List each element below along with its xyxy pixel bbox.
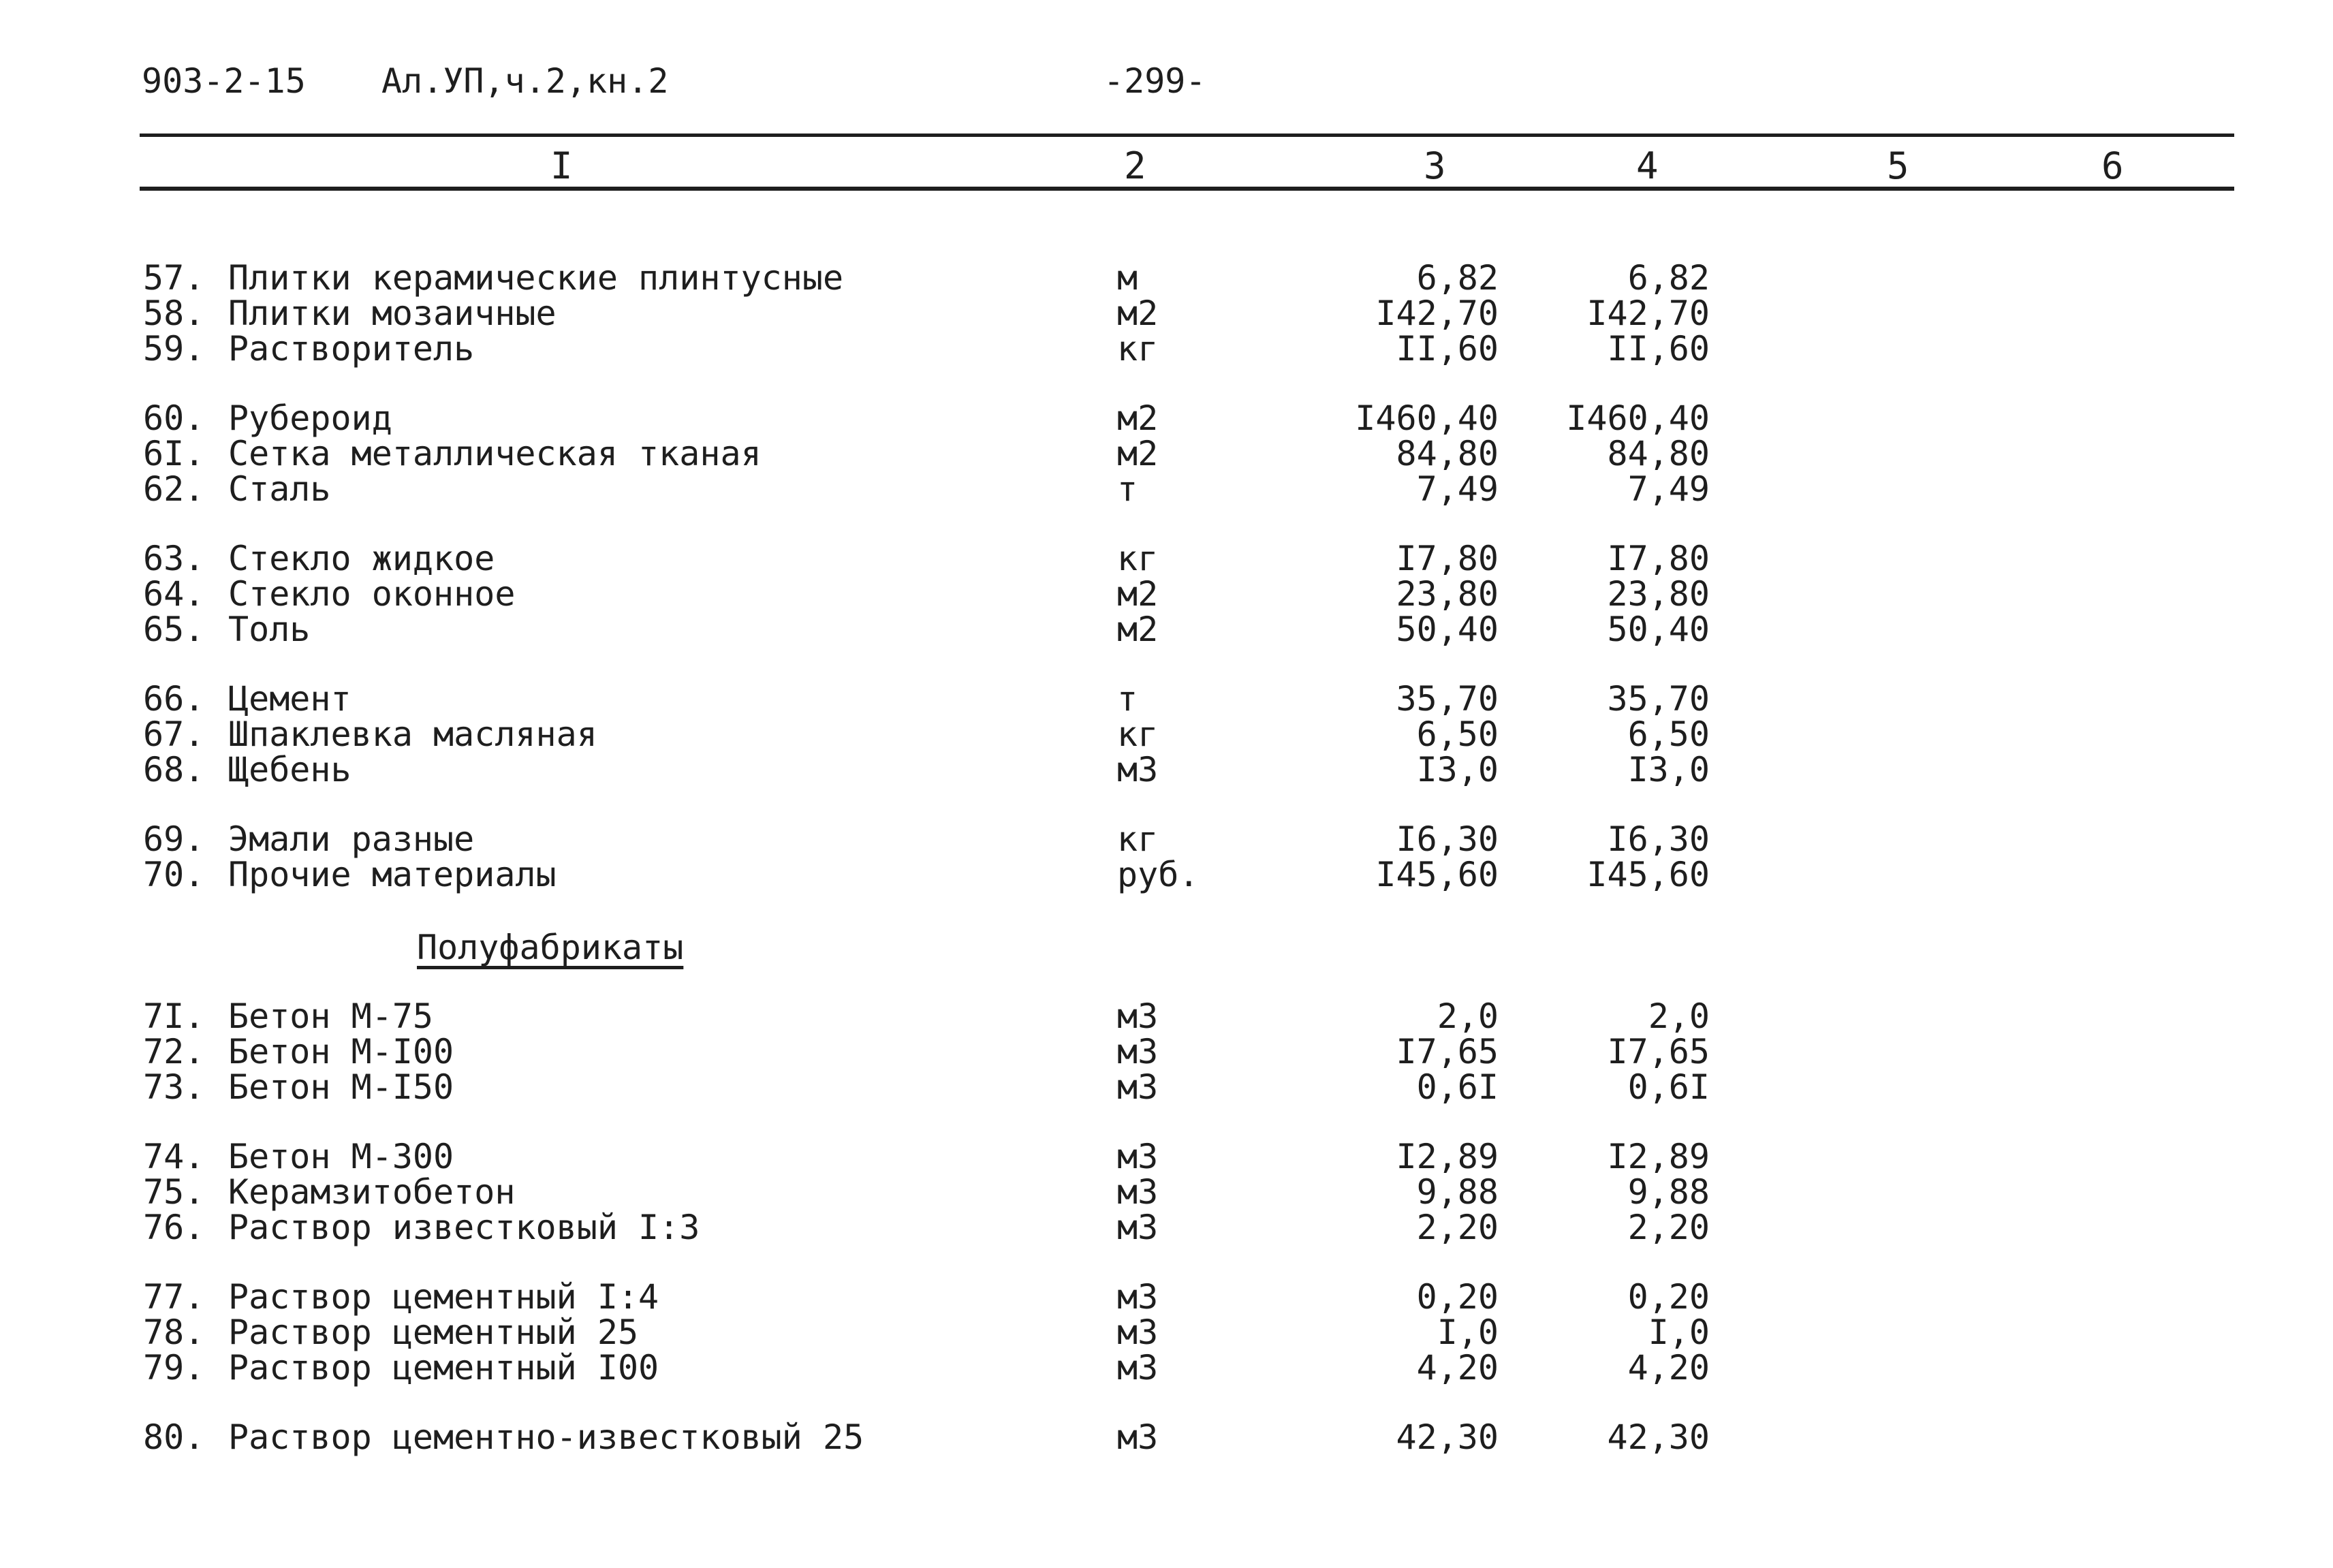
row-number: 79. [143,1348,205,1387]
unit-of-measure: кг [1117,715,1159,754]
material-name: Бетон М-I00 [228,1032,454,1071]
quantity-column-3: 0,6I [1416,1067,1499,1107]
unit-of-measure: кг [1117,539,1159,578]
table-row [0,1174,2333,1210]
quantity-column-3: 4,20 [1416,1348,1499,1387]
quantity-column-3: 6,50 [1416,715,1499,754]
quantity-column-4: I460,40 [1566,398,1710,438]
table-row [0,1139,2333,1174]
unit-of-measure: м2 [1117,398,1159,438]
table-row [0,612,2333,647]
table-row [0,681,2333,717]
row-number: 59. [143,329,205,369]
unit-of-measure: м3 [1117,1417,1159,1457]
quantity-column-4: I45,60 [1586,855,1710,894]
material-name: Плитки мозаичные [228,294,557,333]
quantity-column-4: 23,80 [1607,574,1710,614]
material-name: Плитки керамические плинтусные [228,258,844,298]
quantity-column-4: 2,20 [1627,1208,1710,1247]
unit-of-measure: м3 [1117,1313,1159,1352]
row-number: 75. [143,1172,205,1212]
quantity-column-3: II,60 [1396,329,1499,369]
table-row [0,857,2333,892]
row-number: 60. [143,398,205,438]
row-number: 80. [143,1417,205,1457]
quantity-column-4: I7,65 [1607,1032,1710,1071]
material-name: Прочие материалы [228,855,557,894]
quantity-column-4: 7,49 [1627,469,1710,509]
table-row [0,329,2333,369]
row-number: 6I. [143,434,205,473]
table-row [0,436,2333,471]
unit-of-measure: м3 [1117,1032,1159,1071]
column-number-6: 6 [2101,144,2124,187]
quantity-column-3: 0,20 [1416,1277,1499,1317]
quantity-column-3: I3,0 [1416,750,1499,789]
row-number: 7I. [143,997,205,1036]
section-title: Полуфабрикаты [417,928,684,967]
table-row [0,1069,2333,1105]
table-row [0,1279,2333,1315]
material-name: Шпаклевка масляная [228,715,597,754]
row-number: 64. [143,574,205,614]
unit-of-measure: м2 [1117,574,1159,614]
unit-of-measure: м3 [1117,1067,1159,1107]
row-number: 66. [143,679,205,719]
quantity-column-4: 42,30 [1607,1417,1710,1457]
unit-of-measure: м3 [1117,1137,1159,1176]
quantity-column-3: I2,89 [1396,1137,1499,1176]
row-number: 74. [143,1137,205,1176]
column-number-5: 5 [1887,144,1909,187]
quantity-column-4: I2,89 [1607,1137,1710,1176]
quantity-column-3: I45,60 [1375,855,1499,894]
material-name: Эмали разные [228,819,475,859]
column-number-2: 2 [1124,144,1146,187]
quantity-column-3: 50,40 [1396,610,1499,649]
quantity-column-4: I6,30 [1607,819,1710,859]
table-row [0,1350,2333,1385]
material-name: Щебень [228,750,351,789]
quantity-column-3: I7,65 [1396,1032,1499,1071]
header-bottom-rule [140,187,2234,191]
row-number: 62. [143,469,205,509]
table-row [0,1417,2333,1457]
quantity-column-4: 9,88 [1627,1172,1710,1212]
quantity-column-3: 35,70 [1396,679,1499,719]
column-number-4: 4 [1636,144,1659,187]
unit-of-measure: кг [1117,329,1159,369]
quantity-column-4: 50,40 [1607,610,1710,649]
quantity-column-4: 0,6I [1627,1067,1710,1107]
quantity-column-3: I,0 [1437,1313,1499,1352]
row-number: 67. [143,715,205,754]
row-number: 76. [143,1208,205,1247]
quantity-column-4: 4,20 [1627,1348,1710,1387]
material-name: Стекло жидкое [228,539,495,578]
material-name: Бетон М-300 [228,1137,454,1176]
unit-of-measure: т [1117,679,1138,719]
row-number: 58. [143,294,205,333]
unit-of-measure: м2 [1117,294,1159,333]
row-number: 77. [143,1277,205,1317]
material-name: Толь [228,610,311,649]
material-name: Раствор цементный 25 [228,1313,639,1352]
quantity-column-4: 84,80 [1607,434,1710,473]
quantity-column-3: I7,80 [1396,539,1499,578]
quantity-column-4: 6,82 [1627,258,1710,298]
quantity-column-4: 6,50 [1627,715,1710,754]
table-row [0,1034,2333,1069]
quantity-column-4: I7,80 [1607,539,1710,578]
unit-of-measure: м2 [1117,610,1159,649]
row-number: 72. [143,1032,205,1071]
material-name: Бетон М-I50 [228,1067,454,1107]
quantity-column-3: 9,88 [1416,1172,1499,1212]
table-row [0,576,2333,612]
table-row [0,821,2333,857]
table-row [0,296,2333,331]
unit-of-measure: м3 [1117,997,1159,1036]
table-row [0,717,2333,752]
quantity-column-3: 6,82 [1416,258,1499,298]
table-row [0,999,2333,1034]
material-name: Раствор известковый I:3 [228,1208,700,1247]
material-name: Раствор цементно-известковый 25 [228,1417,864,1457]
unit-of-measure: м3 [1117,750,1159,789]
material-name: Керамзитобетон [228,1172,516,1212]
quantity-column-4: I3,0 [1627,750,1710,789]
material-name: Раствор цементный I00 [228,1348,659,1387]
unit-of-measure: м2 [1117,434,1159,473]
unit-of-measure: кг [1117,819,1159,859]
table-row [0,471,2333,507]
unit-of-measure: т [1117,469,1138,509]
column-number-1: I [550,144,573,187]
unit-of-measure: м3 [1117,1277,1159,1317]
row-number: 57. [143,258,205,298]
table-row [0,1210,2333,1245]
quantity-column-3: 42,30 [1396,1417,1499,1457]
material-name: Цемент [228,679,351,719]
material-name: Растворитель [228,329,475,369]
doc-code: 903-2-15 [142,61,306,101]
quantity-column-3: 2,20 [1416,1208,1499,1247]
table-row [0,1315,2333,1350]
quantity-column-4: I42,70 [1586,294,1710,333]
table-row [0,752,2333,787]
table-row [0,398,2333,438]
quantity-column-3: 7,49 [1416,469,1499,509]
material-name: Раствор цементный I:4 [228,1277,659,1317]
table-row [0,260,2333,296]
quantity-column-4: 35,70 [1607,679,1710,719]
row-number: 69. [143,819,205,859]
unit-of-measure: руб. [1117,855,1200,894]
quantity-column-4: II,60 [1607,329,1710,369]
unit-of-measure: м3 [1117,1348,1159,1387]
quantity-column-3: 84,80 [1396,434,1499,473]
quantity-column-3: I6,30 [1396,819,1499,859]
quantity-column-3: 23,80 [1396,574,1499,614]
row-number: 78. [143,1313,205,1352]
row-number: 65. [143,610,205,649]
unit-of-measure: м [1117,258,1138,298]
quantity-column-4: 0,20 [1627,1277,1710,1317]
quantity-column-4: 2,0 [1648,997,1710,1036]
table-row [0,541,2333,576]
quantity-column-3: I460,40 [1355,398,1499,438]
quantity-column-3: I42,70 [1375,294,1499,333]
row-number: 68. [143,750,205,789]
row-number: 73. [143,1067,205,1107]
page-number: -299- [1103,61,1206,101]
material-name: Сталь [228,469,331,509]
quantity-column-3: 2,0 [1437,997,1499,1036]
material-name: Сетка металлическая тканая [228,434,762,473]
row-number: 70. [143,855,205,894]
row-number: 63. [143,539,205,578]
unit-of-measure: м3 [1117,1208,1159,1247]
material-name: Стекло оконное [228,574,516,614]
column-number-3: 3 [1424,144,1446,187]
album-reference: Ал.УП,ч.2,кн.2 [381,61,669,101]
unit-of-measure: м3 [1117,1172,1159,1212]
header-top-rule [140,134,2234,137]
material-name: Бетон М-75 [228,997,434,1036]
quantity-column-4: I,0 [1648,1313,1710,1352]
material-name: Рубероид [228,398,392,438]
